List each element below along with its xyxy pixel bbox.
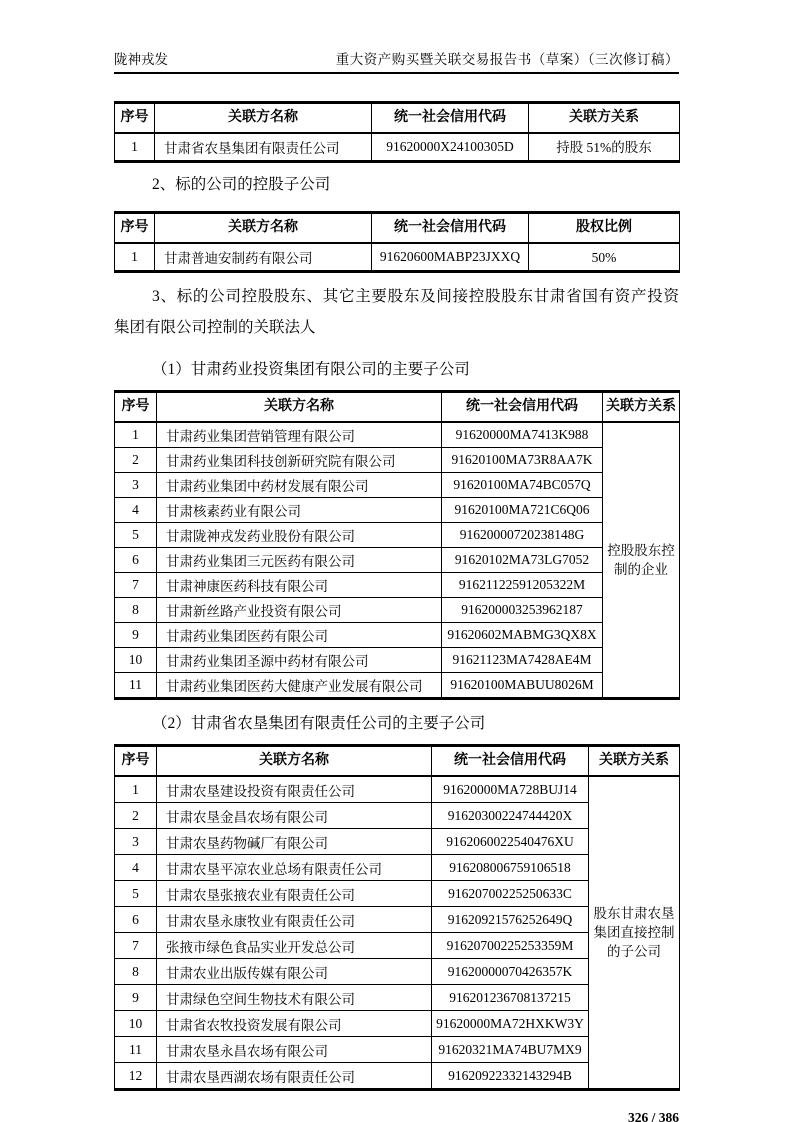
- cell-code: 91620922332143294B: [432, 1063, 589, 1090]
- cell-name: 甘肃药业集团三元医药有限公司: [157, 548, 442, 573]
- cell-code: 91620000X24100305D: [372, 133, 529, 162]
- cell-name: 张掖市绿色食品实业开发总公司: [157, 933, 432, 959]
- cell-name: 甘肃核素药业有限公司: [157, 498, 442, 523]
- table-header-row: [115, 392, 680, 423]
- cell-name: 甘肃农垦西湖农场有限责任公司: [157, 1063, 432, 1090]
- cell-relation-span: 股东甘肃农垦集团直接控制的子公司: [589, 776, 680, 1090]
- cell-code: 91621123MA7428AE4M: [442, 648, 603, 673]
- col-header-seq: 序号: [115, 213, 155, 244]
- table-row: [115, 448, 680, 473]
- col-header-seq: 序号: [115, 103, 155, 134]
- cell-name: 甘肃神康医药科技有限公司: [157, 573, 442, 598]
- cell-code: 91620000MA72HXKW3Y: [432, 1011, 589, 1037]
- table-row: [115, 243, 680, 272]
- cell-relation-span: 控股股东控制的企业: [603, 422, 680, 699]
- shareholder-table: [114, 101, 680, 163]
- cell-seq: 2: [115, 448, 157, 473]
- cell-name: 甘肃农垦永康牧业有限责任公司: [157, 907, 432, 933]
- cell-seq: 9: [115, 985, 157, 1011]
- table-row: [115, 598, 680, 623]
- heading-line-1: 3、标的公司控股股东、其它主要股东及间接控股股东甘肃省国有资产投资: [152, 288, 679, 305]
- cell-code: 91620700225253359M: [432, 933, 589, 959]
- cell-seq: 10: [115, 648, 157, 673]
- cell-code: 91620100MA74BC057Q: [442, 473, 603, 498]
- doc-short-title: 陇神戎发: [114, 52, 168, 67]
- cell-seq: 7: [115, 573, 157, 598]
- doc-full-title: 重大资产购买暨关联交易报告书（草案）（三次修订稿）: [335, 52, 679, 67]
- cell-seq: 5: [115, 523, 157, 548]
- subheading-pharma-group: （1）甘肃药业投资集团有限公司的主要子公司: [152, 361, 470, 378]
- cell-code: 91620000MA7413K988: [442, 422, 603, 448]
- nongken-group-subsidiaries-table: [114, 744, 680, 1091]
- heading-line-2: 集团有限公司控制的关联法人: [114, 319, 316, 336]
- cell-code: 9162060022540476XU: [432, 829, 589, 855]
- col-header-name: 关联方名称: [155, 213, 372, 244]
- cell-seq: 3: [115, 473, 157, 498]
- heading-related-legal-persons: [114, 281, 679, 343]
- col-header-code: 统一社会信用代码: [372, 103, 529, 134]
- cell-seq: 1: [115, 243, 155, 272]
- cell-code: 91620321MA74BU7MX9: [432, 1037, 589, 1063]
- cell-seq: 3: [115, 829, 157, 855]
- cell-name: 甘肃农垦药物碱厂有限公司: [157, 829, 432, 855]
- cell-name: 甘肃农垦建设投资有限责任公司: [157, 776, 432, 803]
- table-row: [115, 422, 680, 448]
- table-row: [115, 523, 680, 548]
- subsidiary-table: [114, 211, 680, 273]
- cell-name: 甘肃药业集团营销管理有限公司: [157, 422, 442, 448]
- pharma-group-subsidiaries-table: [114, 390, 680, 700]
- cell-rel: 50%: [529, 243, 680, 272]
- cell-seq: 10: [115, 1011, 157, 1037]
- col-header-relation: 关联方关系: [603, 392, 680, 423]
- cell-code: 91620600MABP23JXXQ: [372, 243, 529, 272]
- cell-seq: 4: [115, 855, 157, 881]
- col-header-seq: 序号: [115, 746, 157, 777]
- cell-name: 甘肃农垦永昌农场有限公司: [157, 1037, 432, 1063]
- cell-code: 91620602MABMG3QX8X: [442, 623, 603, 648]
- cell-name: 甘肃药业集团医药有限公司: [157, 623, 442, 648]
- cell-code: 91620100MA73R8AA7K: [442, 448, 603, 473]
- cell-rel: 持股 51%的股东: [529, 133, 680, 162]
- cell-seq: 8: [115, 959, 157, 985]
- cell-seq: 8: [115, 598, 157, 623]
- cell-name: 甘肃新丝路产业投资有限公司: [157, 598, 442, 623]
- cell-code: 91620102MA73LG7052: [442, 548, 603, 573]
- cell-name: 甘肃药业集团圣源中药材有限公司: [157, 648, 442, 673]
- cell-code: 91620921576252649Q: [432, 907, 589, 933]
- table-row: [115, 473, 680, 498]
- cell-seq: 6: [115, 907, 157, 933]
- col-header-code: 统一社会信用代码: [442, 392, 603, 423]
- cell-code: 91620300224744420X: [432, 803, 589, 829]
- table-row: [115, 776, 680, 803]
- cell-name: 甘肃农垦金昌农场有限公司: [157, 803, 432, 829]
- cell-seq: 12: [115, 1063, 157, 1090]
- col-header-code: 统一社会信用代码: [372, 213, 529, 244]
- cell-name: 甘肃省农牧投资发展有限公司: [157, 1011, 432, 1037]
- cell-name: 甘肃陇神戎发药业股份有限公司: [157, 523, 442, 548]
- col-header-equity-ratio: 股权比例: [529, 213, 680, 244]
- cell-seq: 7: [115, 933, 157, 959]
- cell-seq: 5: [115, 881, 157, 907]
- col-header-name: 关联方名称: [157, 746, 432, 777]
- cell-code: 916200003253962187: [442, 598, 603, 623]
- col-header-relation: 关联方关系: [589, 746, 680, 777]
- table-header-row: [115, 103, 680, 134]
- table-row: [115, 498, 680, 523]
- cell-name: 甘肃药业集团医药大健康产业发展有限公司: [157, 673, 442, 699]
- cell-code: 91620000MA728BUJ14: [432, 776, 589, 803]
- col-header-code: 统一社会信用代码: [432, 746, 589, 777]
- footer-page-number: 326 / 386: [627, 1110, 679, 1122]
- table-row: [115, 133, 680, 162]
- cell-code: 916208006759106518: [432, 855, 589, 881]
- col-header-name: 关联方名称: [157, 392, 442, 423]
- cell-seq: 1: [115, 422, 157, 448]
- cell-code: 91620100MA721C6Q06: [442, 498, 603, 523]
- cell-seq: 11: [115, 673, 157, 699]
- cell-name: 甘肃普迪安制药有限公司: [155, 243, 372, 272]
- cell-code: 91620100MABUU8026M: [442, 673, 603, 699]
- page-header: [114, 52, 679, 74]
- cell-name: 甘肃农业出版传媒有限公司: [157, 959, 432, 985]
- table-row: [115, 623, 680, 648]
- cell-name: 甘肃药业集团科技创新研究院有限公司: [157, 448, 442, 473]
- subheading-nongken-group: （2）甘肃省农垦集团有限责任公司的主要子公司: [152, 715, 486, 732]
- cell-seq: 1: [115, 133, 155, 162]
- table-header-row: [115, 213, 680, 244]
- cell-code: 91620700225250633C: [432, 881, 589, 907]
- cell-name: 甘肃绿色空间生物技术有限公司: [157, 985, 432, 1011]
- table-row: [115, 648, 680, 673]
- cell-code: 916201236708137215: [432, 985, 589, 1011]
- table-row: [115, 673, 680, 699]
- col-header-relation: 关联方关系: [529, 103, 680, 134]
- cell-seq: 1: [115, 776, 157, 803]
- cell-seq: 6: [115, 548, 157, 573]
- cell-seq: 9: [115, 623, 157, 648]
- cell-name: 甘肃药业集团中药材发展有限公司: [157, 473, 442, 498]
- col-header-seq: 序号: [115, 392, 157, 423]
- table-header-row: [115, 746, 680, 777]
- cell-name: 甘肃农垦张掖农业有限责任公司: [157, 881, 432, 907]
- cell-seq: 2: [115, 803, 157, 829]
- heading-controlled-subsidiary: 2、标的公司的控股子公司: [152, 176, 331, 193]
- cell-code: 91621122591205322M: [442, 573, 603, 598]
- cell-name: 甘肃农垦平凉农业总场有限责任公司: [157, 855, 432, 881]
- cell-seq: 11: [115, 1037, 157, 1063]
- table-row: [115, 548, 680, 573]
- cell-code: 91620000720238148G: [442, 523, 603, 548]
- cell-seq: 4: [115, 498, 157, 523]
- cell-code: 91620000070426357K: [432, 959, 589, 985]
- col-header-name: 关联方名称: [155, 103, 372, 134]
- table-row: [115, 573, 680, 598]
- cell-name: 甘肃省农垦集团有限责任公司: [155, 133, 372, 162]
